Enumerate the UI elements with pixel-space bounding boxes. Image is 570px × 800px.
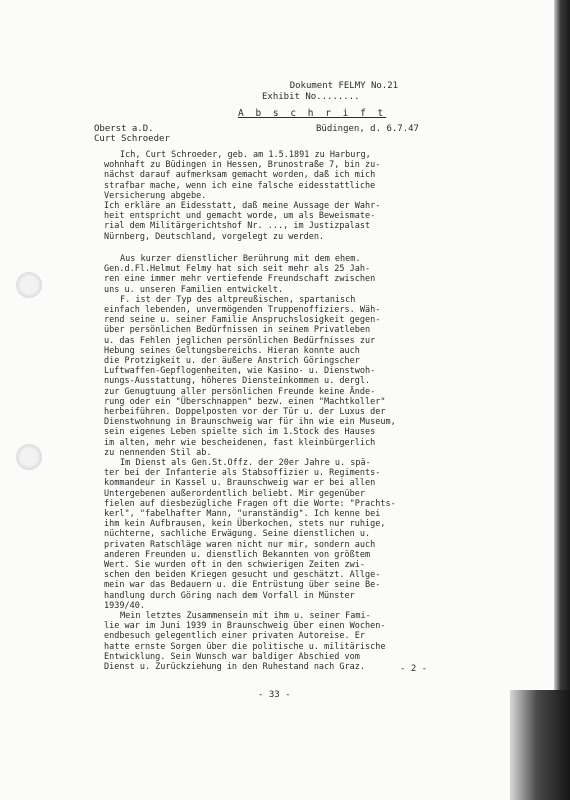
body-line: 1939/40. bbox=[104, 600, 145, 611]
body-line: Gen.d.Fl.Helmut Felmy hat sich seit mehr als 25 Jah- bbox=[104, 264, 371, 275]
body-line: nungs-Ausstattung, höheres Diensteinkommen u. dergl. bbox=[104, 376, 371, 387]
body-line: rung oder ein "Überschnappen" bezw. einen "Machtkoller" bbox=[104, 396, 386, 407]
body-line: Dienst u. Zurückziehung in den Ruhestand nach Graz. bbox=[104, 662, 365, 672]
body-line: Luftwaffen-Gepflogenheiten, wie Kasino- u. Dienstwoh- bbox=[104, 366, 376, 377]
body-line: Im Dienst als Gen.St.Offz. der 20er Jahre u. spä- bbox=[120, 458, 371, 468]
body-line: uns u. unseren Familien entwickelt. bbox=[104, 284, 284, 295]
body-line: zu nennenden Stil ab. bbox=[104, 447, 212, 458]
body-line: über persönlichen Bedürfnissen in seinem Privatleben bbox=[104, 325, 371, 336]
body-line: die Protzigkeit u. der äußere Anstrich Göringscher bbox=[104, 356, 360, 366]
scan-corner-shadow bbox=[510, 690, 570, 800]
document-prefix: Dokument FELMY No. bbox=[289, 81, 388, 91]
body-line: einfach lebenden, unvermögenden Truppenoffiziers. Wäh- bbox=[104, 305, 381, 315]
body-line: F. ist der Typ des altpreußischen, spartanisch bbox=[120, 294, 356, 305]
body-line: Wert. Sie wurden oft in den schwierigen Zeiten zwi- bbox=[104, 560, 365, 570]
body-line: u. das Fehlen jeglichen persönlichen Bedürfnisses zur bbox=[104, 335, 376, 346]
body-line: schen den beiden Kriegen gesucht und geschätzt. Allge- bbox=[104, 570, 381, 581]
body-line: lie war im Juni 1939 in Braunschweig über einen Wochen- bbox=[104, 621, 386, 632]
body-line: im alten, mehr wie bescheidenen, fast kleinbürgerlich bbox=[104, 437, 376, 448]
body-line: ter bei der Infanterie als Stabsoffizier u. Regiments- bbox=[104, 468, 381, 479]
body-line: rend seine u. seiner Familie Anspruchslosigkeit gegen- bbox=[104, 315, 381, 326]
body-line: Hebung seines Geltungsbereichs. Hieran konnte auch bbox=[104, 345, 360, 356]
document-number: 21 bbox=[387, 81, 399, 91]
body-line: anderen Freunden u. dienstlich Bekannten von größtem bbox=[104, 549, 371, 560]
body-line: Mein letztes Zusammensein mit ihm u. seiner Fami- bbox=[120, 611, 371, 621]
body-line: kerl", "fabelhafter Mann, "uranständig". Ich kenne bei bbox=[104, 509, 381, 519]
body-line: zur Genugtuung aller persönlichen Freunde keine Ände- bbox=[104, 386, 376, 397]
place-date: Büdingen, d. 6.7.47 bbox=[316, 124, 419, 134]
body-line: Untergebenen außerordentlich beliebt. Mir gegenüber bbox=[104, 488, 365, 499]
body-line: Ich, Curt Schroeder, geb. am 1.5.1891 zu Harburg, bbox=[120, 150, 371, 160]
exhibit-label: Exhibit No........ bbox=[262, 92, 360, 102]
body-line: ihm kein Aufbrausen, kein Überkochen, stets nur ruhige, bbox=[104, 519, 386, 530]
body-line: nüchterne, sachliche Erwägung. Seine dienstlichen u. bbox=[104, 529, 371, 540]
body-line: nächst darauf aufmerksam gemacht worden, daß ich mich bbox=[104, 170, 376, 181]
body-line: kommandeur in Kassel u. Braunschweig war er bei allen bbox=[104, 478, 376, 489]
punch-hole-top bbox=[16, 272, 42, 298]
body-line: mein war das Bedauern u. die Entrüstung über seine Be- bbox=[104, 580, 381, 591]
body-line: fielen auf diesbezügliche Fragen oft die Worte: "Prachts- bbox=[104, 498, 396, 509]
body-line: endbesuch gelegentlich einer privaten Autoreise. Er bbox=[104, 631, 365, 642]
body-line: privaten Ratschläge waren nicht nur mir, sondern auch bbox=[104, 539, 376, 550]
punch-hole-bottom bbox=[16, 444, 42, 470]
body-line: handlung durch Göring nach dem Vorfall in Münster bbox=[104, 590, 355, 601]
continuation-marker: - 2 - bbox=[400, 664, 428, 674]
body-line: Ich erkläre an Eidesstatt, daß meine Aussage der Wahr- bbox=[104, 201, 381, 211]
body-line: hatte ernste Sorgen über die politische u. militärische bbox=[104, 641, 386, 652]
body-line: rial dem Militärgerichtshof Nr. ..., im Justizpalast bbox=[104, 221, 371, 232]
body-line: strafbar mache, wenn ich eine falsche eidesstattliche bbox=[104, 180, 376, 191]
body-line: wohnhaft zu Büdingen in Hessen, Brunostraße 7, bin zu- bbox=[104, 160, 381, 171]
scan-edge-shadow bbox=[554, 0, 570, 800]
body-line: Aus kurzer dienstlicher Berührung mit dem ehem. bbox=[120, 254, 361, 264]
sender-rank: Oberst a.D. bbox=[94, 124, 154, 134]
body-line: Versicherung abgebe. bbox=[104, 190, 207, 201]
body-line: Entwicklung. Sein Wunsch war baldiger Abschied vom bbox=[104, 651, 360, 662]
page-number: - 33 - bbox=[258, 690, 291, 700]
body-line: heit entspricht und gemacht worde, um als Beweismate- bbox=[104, 211, 376, 222]
body-line: Dienstwohnung in Braunschweig war für ihn wie ein Museum, bbox=[104, 417, 396, 428]
body-line: herbeiführen. Doppelposten vor der Tür u. der Luxus der bbox=[104, 407, 386, 417]
body-line: ren eine immer mehr vertiefende Freundschaft zwischen bbox=[104, 274, 376, 285]
body-line: Nürnberg, Deutschland, vorgelegt zu werden. bbox=[104, 231, 325, 242]
body-line: sein eigenes Leben spielte sich im 1.Stock des Hauses bbox=[104, 427, 376, 438]
sender-name: Curt Schroeder bbox=[94, 134, 170, 144]
document-title: A b s c h r i f t bbox=[238, 108, 387, 119]
